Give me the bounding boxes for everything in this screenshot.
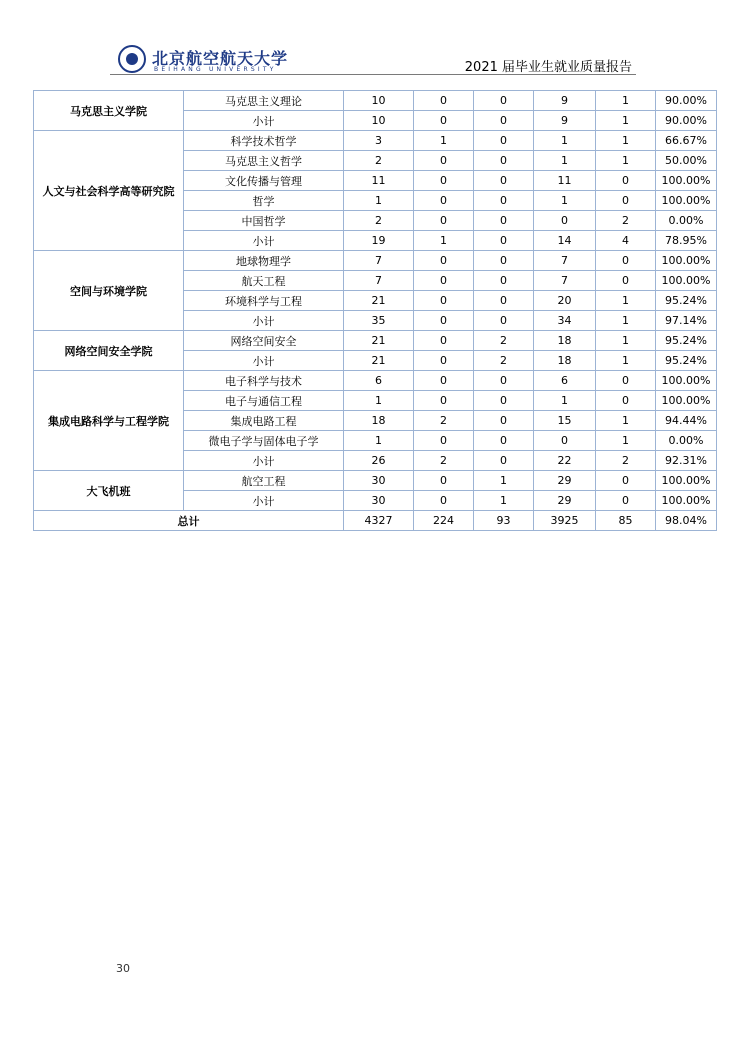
table-row	[34, 371, 717, 391]
table-row	[34, 471, 717, 491]
total-row	[34, 511, 717, 531]
major-name-cell: 马克思主义哲学	[184, 151, 344, 171]
total-value-cell: 3925	[534, 511, 596, 531]
value-cell: 11	[344, 171, 414, 191]
value-cell: 0	[474, 411, 534, 431]
value-cell: 9	[534, 91, 596, 111]
value-cell: 0	[596, 251, 656, 271]
value-cell: 21	[344, 351, 414, 371]
rate-cell: 95.24%	[656, 291, 717, 311]
college-name-cell: 大飞机班	[34, 471, 184, 511]
value-cell: 1	[344, 191, 414, 211]
value-cell: 0	[414, 471, 474, 491]
major-name-cell: 中国哲学	[184, 211, 344, 231]
major-name-cell: 航天工程	[184, 271, 344, 291]
university-logo	[118, 45, 289, 77]
value-cell: 0	[474, 211, 534, 231]
value-cell: 0	[414, 111, 474, 131]
value-cell: 2	[414, 451, 474, 471]
value-cell: 0	[474, 91, 534, 111]
value-cell: 2	[344, 211, 414, 231]
value-cell: 2	[474, 351, 534, 371]
value-cell: 0	[596, 271, 656, 291]
value-cell: 0	[414, 91, 474, 111]
value-cell: 7	[344, 271, 414, 291]
value-cell: 0	[534, 211, 596, 231]
value-cell: 0	[414, 491, 474, 511]
value-cell: 1	[414, 231, 474, 251]
rate-cell: 90.00%	[656, 111, 717, 131]
major-name-cell: 小计	[184, 491, 344, 511]
total-value-cell: 85	[596, 511, 656, 531]
major-name-cell: 小计	[184, 451, 344, 471]
value-cell: 0	[474, 291, 534, 311]
value-cell: 15	[534, 411, 596, 431]
major-name-cell: 马克思主义理论	[184, 91, 344, 111]
value-cell: 2	[596, 451, 656, 471]
major-name-cell: 科学技术哲学	[184, 131, 344, 151]
value-cell: 1	[534, 191, 596, 211]
value-cell: 0	[474, 311, 534, 331]
value-cell: 0	[474, 371, 534, 391]
value-cell: 0	[474, 171, 534, 191]
value-cell: 1	[596, 291, 656, 311]
value-cell: 1	[534, 391, 596, 411]
rate-cell: 100.00%	[656, 271, 717, 291]
rate-cell: 94.44%	[656, 411, 717, 431]
value-cell: 21	[344, 331, 414, 351]
rate-cell: 66.67%	[656, 131, 717, 151]
rate-cell: 100.00%	[656, 471, 717, 491]
value-cell: 30	[344, 471, 414, 491]
value-cell: 1	[596, 91, 656, 111]
value-cell: 20	[534, 291, 596, 311]
value-cell: 0	[474, 191, 534, 211]
value-cell: 14	[534, 231, 596, 251]
rate-cell: 0.00%	[656, 211, 717, 231]
value-cell: 0	[474, 111, 534, 131]
value-cell: 29	[534, 491, 596, 511]
college-name-cell: 马克思主义学院	[34, 91, 184, 131]
value-cell: 1	[596, 151, 656, 171]
rate-cell: 100.00%	[656, 171, 717, 191]
major-name-cell: 地球物理学	[184, 251, 344, 271]
value-cell: 0	[474, 231, 534, 251]
major-name-cell: 环境科学与工程	[184, 291, 344, 311]
value-cell: 1	[414, 131, 474, 151]
value-cell: 1	[596, 431, 656, 451]
report-title: 2021 届毕业生就业质量报告	[464, 60, 632, 75]
value-cell: 30	[344, 491, 414, 511]
value-cell: 0	[596, 191, 656, 211]
value-cell: 21	[344, 291, 414, 311]
value-cell: 9	[534, 111, 596, 131]
value-cell: 6	[534, 371, 596, 391]
value-cell: 2	[414, 411, 474, 431]
value-cell: 1	[596, 111, 656, 131]
value-cell: 0	[414, 191, 474, 211]
header-divider	[110, 74, 636, 75]
major-name-cell: 微电子学与固体电子学	[184, 431, 344, 451]
value-cell: 1	[596, 131, 656, 151]
total-rate-cell: 98.04%	[656, 511, 717, 531]
value-cell: 0	[414, 311, 474, 331]
total-value-cell: 224	[414, 511, 474, 531]
value-cell: 1	[344, 431, 414, 451]
table-row	[34, 91, 717, 111]
major-name-cell: 网络空间安全	[184, 331, 344, 351]
table-row	[34, 251, 717, 271]
major-name-cell: 小计	[184, 231, 344, 251]
value-cell: 18	[534, 331, 596, 351]
value-cell: 0	[596, 171, 656, 191]
table-row	[34, 331, 717, 351]
major-name-cell: 集成电路工程	[184, 411, 344, 431]
value-cell: 3	[344, 131, 414, 151]
value-cell: 35	[344, 311, 414, 331]
rate-cell: 50.00%	[656, 151, 717, 171]
value-cell: 18	[534, 351, 596, 371]
rate-cell: 92.31%	[656, 451, 717, 471]
value-cell: 0	[474, 391, 534, 411]
rate-cell: 100.00%	[656, 191, 717, 211]
value-cell: 0	[414, 331, 474, 351]
major-name-cell: 哲学	[184, 191, 344, 211]
value-cell: 0	[414, 251, 474, 271]
value-cell: 0	[596, 471, 656, 491]
rate-cell: 100.00%	[656, 251, 717, 271]
value-cell: 1	[474, 471, 534, 491]
value-cell: 26	[344, 451, 414, 471]
rate-cell: 78.95%	[656, 231, 717, 251]
college-name-cell: 网络空间安全学院	[34, 331, 184, 371]
university-emblem-icon	[118, 45, 146, 73]
value-cell: 7	[344, 251, 414, 271]
value-cell: 0	[474, 271, 534, 291]
value-cell: 1	[596, 331, 656, 351]
major-name-cell: 小计	[184, 311, 344, 331]
total-value-cell: 4327	[344, 511, 414, 531]
major-name-cell: 电子科学与技术	[184, 371, 344, 391]
value-cell: 0	[414, 291, 474, 311]
value-cell: 7	[534, 271, 596, 291]
value-cell: 0	[414, 391, 474, 411]
value-cell: 0	[596, 391, 656, 411]
value-cell: 1	[534, 151, 596, 171]
value-cell: 0	[414, 431, 474, 451]
major-name-cell: 小计	[184, 351, 344, 371]
value-cell: 0	[414, 371, 474, 391]
value-cell: 1	[474, 491, 534, 511]
value-cell: 18	[344, 411, 414, 431]
value-cell: 10	[344, 111, 414, 131]
rate-cell: 100.00%	[656, 491, 717, 511]
rate-cell: 95.24%	[656, 351, 717, 371]
total-label-cell: 总计	[34, 511, 344, 531]
value-cell: 0	[474, 151, 534, 171]
table-row	[34, 131, 717, 151]
value-cell: 1	[596, 351, 656, 371]
value-cell: 1	[534, 131, 596, 151]
value-cell: 2	[474, 331, 534, 351]
college-name-cell: 人文与社会科学高等研究院	[34, 131, 184, 251]
value-cell: 29	[534, 471, 596, 491]
page-header	[0, 0, 745, 80]
logo-english-name: BEIHANG UNIVERSITY	[154, 66, 277, 73]
value-cell: 1	[344, 391, 414, 411]
value-cell: 0	[414, 351, 474, 371]
page-number: 30	[116, 962, 130, 975]
value-cell: 22	[534, 451, 596, 471]
value-cell: 2	[344, 151, 414, 171]
value-cell: 0	[474, 251, 534, 271]
rate-cell: 97.14%	[656, 311, 717, 331]
total-value-cell: 93	[474, 511, 534, 531]
major-name-cell: 文化传播与管理	[184, 171, 344, 191]
employment-table	[33, 90, 717, 531]
value-cell: 0	[474, 131, 534, 151]
value-cell: 11	[534, 171, 596, 191]
college-name-cell: 空间与环境学院	[34, 251, 184, 331]
rate-cell: 0.00%	[656, 431, 717, 451]
logo-chinese-name: 北京航空航天大学	[152, 49, 289, 68]
value-cell: 19	[344, 231, 414, 251]
rate-cell: 100.00%	[656, 391, 717, 411]
value-cell: 0	[596, 371, 656, 391]
value-cell: 2	[596, 211, 656, 231]
value-cell: 0	[414, 151, 474, 171]
major-name-cell: 航空工程	[184, 471, 344, 491]
major-name-cell: 小计	[184, 111, 344, 131]
rate-cell: 95.24%	[656, 331, 717, 351]
major-name-cell: 电子与通信工程	[184, 391, 344, 411]
value-cell: 0	[414, 271, 474, 291]
rate-cell: 90.00%	[656, 91, 717, 111]
value-cell: 0	[474, 451, 534, 471]
value-cell: 7	[534, 251, 596, 271]
value-cell: 6	[344, 371, 414, 391]
value-cell: 0	[534, 431, 596, 451]
value-cell: 0	[414, 211, 474, 231]
rate-cell: 100.00%	[656, 371, 717, 391]
value-cell: 4	[596, 231, 656, 251]
value-cell: 0	[474, 431, 534, 451]
value-cell: 0	[414, 171, 474, 191]
value-cell: 1	[596, 411, 656, 431]
college-name-cell: 集成电路科学与工程学院	[34, 371, 184, 471]
value-cell: 34	[534, 311, 596, 331]
value-cell: 0	[596, 491, 656, 511]
value-cell: 10	[344, 91, 414, 111]
value-cell: 1	[596, 311, 656, 331]
